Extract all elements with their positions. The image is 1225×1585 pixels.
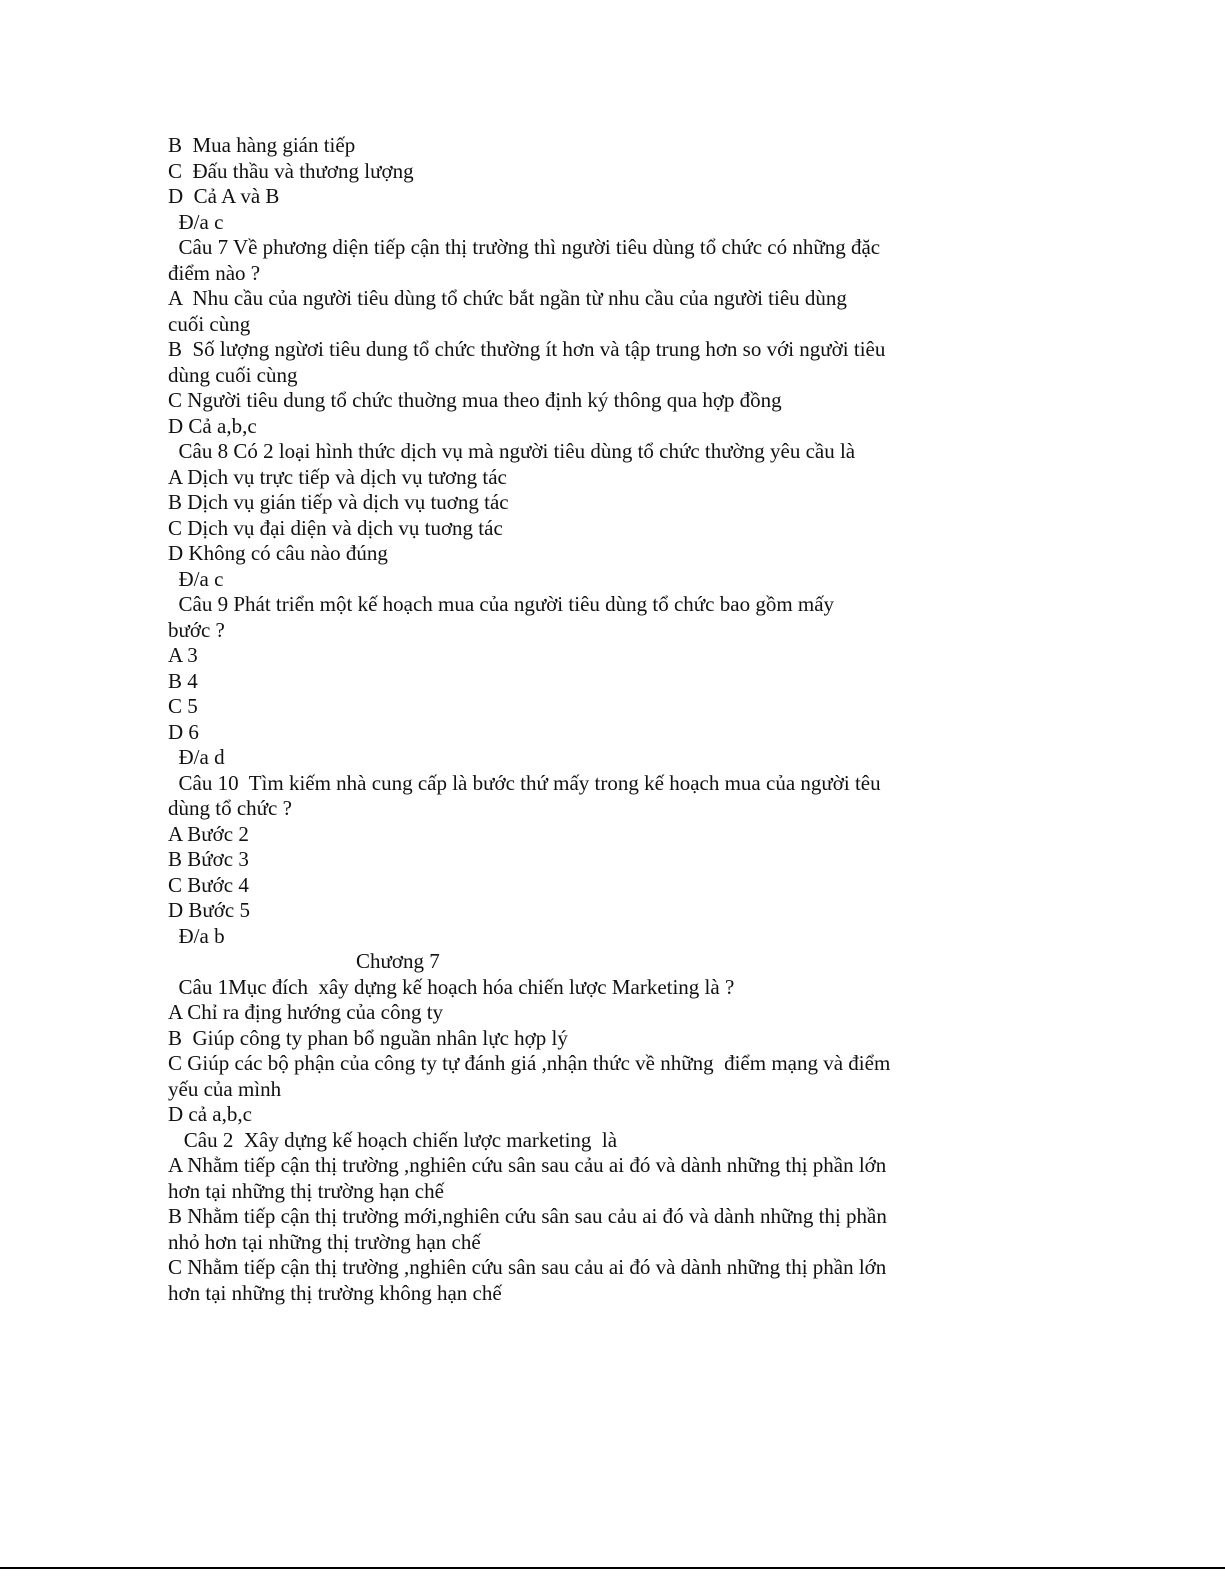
document-body <box>168 133 988 1306</box>
page-bottom-border <box>0 1567 1225 1569</box>
text-line: A 3 <box>168 643 198 667</box>
answer-line: Đ/a b <box>168 923 225 948</box>
question-line: Câu 10 Tìm kiếm nhà cung cấp là bước thứ mấy trong kế hoạch mua của người têu <box>168 770 881 795</box>
question-line: Câu 2 Xây dựng kế hoạch chiến lược marketing là <box>168 1127 618 1152</box>
question-line: Câu 7 Về phương diện tiếp cận thị trường thì người tiêu dùng tổ chức có những đặc <box>168 235 881 259</box>
text-line: A Chỉ ra địng hướng của công ty <box>168 1000 444 1024</box>
text-line: D Bước 5 <box>168 898 250 922</box>
text-line: yếu của mình <box>168 1076 282 1101</box>
answer-line: Đ/a d <box>168 745 225 769</box>
answer-line: Đ/a c <box>168 209 224 234</box>
text-line: D 6 <box>168 719 199 744</box>
text-line: D Cả a,b,c <box>168 413 257 438</box>
text-line: D Không có câu nào đúng <box>168 541 388 565</box>
text-line: A Nhu cầu của người tiêu dùng tổ chức bắt ngần từ nhu cầu của người tiêu dùng <box>168 286 847 310</box>
text-line: B Giúp công ty phan bổ nguần nhân lực hợp lý <box>168 1025 568 1050</box>
text-line: B Dịch vụ gián tiếp và dịch vụ tuơng tác <box>168 490 509 514</box>
chapter-heading: Chương 7 <box>356 949 440 973</box>
text-line: điểm nào ? <box>168 260 261 285</box>
text-line: dùng cuối cùng <box>168 362 298 387</box>
text-line: dùng tổ chức ? <box>168 796 292 820</box>
text-line: D Cả A và B <box>168 184 280 208</box>
text-line: B Mua hàng gián tiếp <box>168 133 356 157</box>
text-line: B Nhằm tiếp cận thị trường mới,nghiên cứu sân sau cảu ai đó và dành những thị phần <box>168 1204 887 1228</box>
text-line: hơn tại những thị trường hạn chế <box>168 1178 444 1203</box>
text-line: cuối cùng <box>168 311 251 336</box>
text-line: D cả a,b,c <box>168 1102 252 1126</box>
text-line: C Đấu thầu và thương lượng <box>168 158 414 183</box>
text-line: C Bước 4 <box>168 872 249 897</box>
text-line: B Bứơc 3 <box>168 847 249 871</box>
text-line: A Nhằm tiếp cận thị trường ,nghiên cứu sân sau cảu ai đó và dành những thị phần lớn <box>168 1153 887 1177</box>
text-line: C Người tiêu dung tổ chức thuờng mua theo định ký thông qua hợp đồng <box>168 388 782 412</box>
question-line: Câu 8 Có 2 loại hình thức dịch vụ mà người tiêu dùng tổ chức thường yêu cầu là <box>168 439 856 463</box>
text-line: nhỏ hơn tại những thị trường hạn chế <box>168 1229 481 1254</box>
text-line: C Nhằm tiếp cận thị trường ,nghiên cứu sân sau cảu ai đó và dành những thị phần lớn <box>168 1255 887 1279</box>
text-line: C 5 <box>168 694 198 718</box>
question-line: Câu 9 Phát triển một kế hoạch mua của người tiêu dùng tổ chức bao gồm mấy <box>168 592 835 616</box>
text-line: B 4 <box>168 668 198 693</box>
text-line: hơn tại những thị trường không hạn chế <box>168 1280 502 1305</box>
text-line: C Dịch vụ đại diện và dịch vụ tuơng tác <box>168 515 503 540</box>
text-line: C Giúp các bộ phận của công ty tự đánh giá ,nhận thức về những điểm mạng và điểm <box>168 1051 891 1075</box>
question-line: Câu 1Mục đích xây dựng kế hoạch hóa chiến lược Marketing là ? <box>168 974 735 999</box>
answer-line: Đ/a c <box>168 566 224 591</box>
text-line: bước ? <box>168 617 225 642</box>
text-line: A Dịch vụ trực tiếp và dịch vụ tương tác <box>168 464 507 489</box>
text-line: B Số lượng ngừơi tiêu dung tổ chức thường ít hơn và tập trung hơn so với người tiêu <box>168 337 886 361</box>
text-line: A Bước 2 <box>168 821 249 846</box>
